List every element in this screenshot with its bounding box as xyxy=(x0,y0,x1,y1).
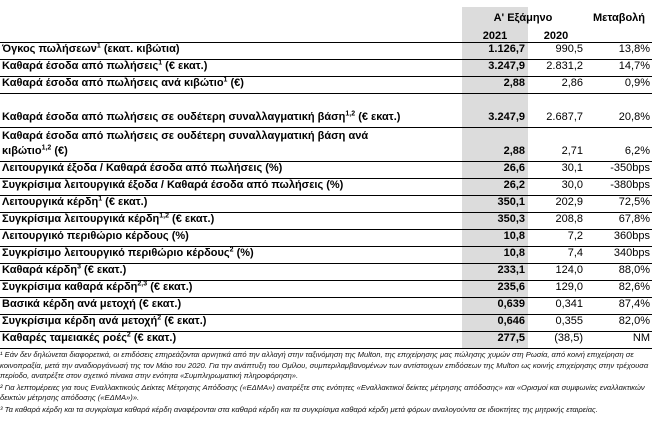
value-2020: 129,0 xyxy=(555,281,583,293)
row-label-text: Καθαρά έσοδα από πωλήσεις ανά κιβώτιο xyxy=(2,77,224,89)
row-label-text: Καθαρά έσοδα από πωλήσεις xyxy=(2,60,159,72)
value-change: 87,4% xyxy=(618,298,650,310)
value-2021: 0,646 xyxy=(497,315,525,327)
footnote-3: ³ Τα καθαρά κέρδη και τα συγκρίσιμα καθαρά κέρδη αναφέρονται στα καθαρά κέρδη και τα συγκρίσιμα καθαρά κέρδη μετά φόρων αναλογούντα σε ιδιοκτήτες της μητρικής εταιρείας. xyxy=(0,404,598,414)
row-label-text: Καθαρά κέρδη xyxy=(2,264,78,276)
row-label-unit: (€ εκατ.) xyxy=(162,60,208,72)
row-label xyxy=(2,195,412,210)
row-divider xyxy=(0,348,652,349)
value-2020: 202,9 xyxy=(555,196,583,208)
value-2021: 26,2 xyxy=(503,179,525,191)
table-row xyxy=(0,246,654,263)
value-change: 82,6% xyxy=(618,281,650,293)
value-change: 67,8% xyxy=(618,213,650,225)
row-label xyxy=(2,161,412,176)
value-2021: 3.247,9 xyxy=(488,60,525,72)
table-row xyxy=(0,263,654,280)
value-2021: 2,88 xyxy=(503,145,525,157)
value-change: 0,9% xyxy=(624,77,650,89)
footnote-ref: 1 xyxy=(158,59,163,67)
footnotes xyxy=(0,350,652,417)
row-label xyxy=(2,331,412,346)
table-row xyxy=(0,229,654,246)
table-row xyxy=(0,42,654,59)
row-label-text: Συγκρίσιμο λειτουργικό περιθώριο κέρδους xyxy=(2,247,230,259)
table-row xyxy=(0,280,654,297)
year-previous-header: 2020 xyxy=(543,30,569,42)
row-label-text: Καθαρά έσοδα από πωλήσεις σε ουδέτερη συναλλαγματική βάση xyxy=(2,111,346,123)
row-label xyxy=(2,297,412,312)
footnote-ref: 3 xyxy=(77,263,81,271)
value-2021: 26,6 xyxy=(503,162,525,174)
row-label-unit: (€ εκατ.) xyxy=(80,264,127,276)
value-2020: 7,4 xyxy=(567,247,583,259)
row-label xyxy=(2,110,412,125)
value-change: -350bps xyxy=(610,162,650,174)
table-row xyxy=(0,161,654,178)
value-2020: 0,341 xyxy=(555,298,583,310)
row-label-unit: (€ εκατ.) xyxy=(147,281,193,293)
value-2021: 350,3 xyxy=(497,213,525,225)
row-label-text: Συγκρίσιμα κέρδη ανά μετοχή xyxy=(2,315,158,327)
row-label xyxy=(2,42,412,57)
value-2020: (38,5) xyxy=(554,332,583,344)
row-label-unit: (€ εκατ.) xyxy=(130,332,177,344)
row-label-unit: (€) xyxy=(51,145,68,157)
table-row xyxy=(0,212,654,229)
footnote-ref: 1 xyxy=(96,42,101,50)
value-change: 13,8% xyxy=(618,43,650,55)
row-label-unit: (%) xyxy=(233,247,254,259)
period-header: Α' Εξάμηνο xyxy=(493,12,553,24)
footnote-ref: 1,2 xyxy=(345,110,356,118)
row-label xyxy=(2,246,412,261)
row-label-text: Όγκος πωλήσεων xyxy=(2,43,97,55)
table-row xyxy=(0,59,654,76)
footnote-ref: 2,3 xyxy=(137,280,148,288)
footnote-1: ¹ Εάν δεν δηλώνεται διαφορετικά, οι επιδόσεις επηρεάζονται αρνητικά από την αλλαγή στην ταξινόμηση της Multon, της επιχείρησης μας πώλησης χυμών στη Ρωσία, από κοινή επιχείρηση σε κοινοπραξία, μετά την αναδιοργάνωσή της τον Μάιο του 2020. Για την ανάπτυξη του Ομίλου, συμπεριλαμβανομένων των αντίστοιχων επιδόσεων της Multon ως κοινής επιχείρησης στην τρέχουσα περίοδο, ανατρέξτε στον σχετικό πίνακα στην ενότητα «Συμπληρωματική πληροφόρηση». xyxy=(0,350,649,381)
table-row xyxy=(0,297,654,314)
value-2020: 30,1 xyxy=(561,162,583,174)
table-row xyxy=(0,93,654,127)
footnote-ref: 1,2 xyxy=(41,144,52,152)
row-label-text: Καθαρές ταμειακές ροές xyxy=(2,332,127,344)
year-current-header: 2021 xyxy=(482,30,508,42)
value-2020: 0,355 xyxy=(555,315,583,327)
value-2021: 233,1 xyxy=(497,264,525,276)
footnote-ref: 1,2 xyxy=(159,212,169,220)
row-label-unit: (εκατ. κιβώτια) xyxy=(100,43,180,55)
value-2021: 350,1 xyxy=(497,196,525,208)
row-label xyxy=(2,280,412,295)
row-label xyxy=(2,314,412,329)
value-2021: 3.247,9 xyxy=(488,111,525,123)
value-change: 82,0% xyxy=(618,315,650,327)
value-2020: 124,0 xyxy=(555,264,583,276)
value-change: -380bps xyxy=(610,179,650,191)
value-2021: 2,88 xyxy=(503,77,525,89)
row-label-text: Λειτουργικά έξοδα / Καθαρά έσοδα από πωλήσεις (%) xyxy=(2,162,283,174)
row-label xyxy=(2,263,412,278)
row-label-unit: (€ εκατ.) xyxy=(168,213,215,225)
row-label xyxy=(2,76,412,91)
table-row xyxy=(0,195,654,212)
value-2021: 10,8 xyxy=(503,230,525,242)
row-label-text: Καθαρά έσοδα από πωλήσεις σε ουδέτερη συναλλαγματική βάση ανά κιβώτιο xyxy=(2,130,369,157)
row-label-text: Βασικά κέρδη ανά μετοχή (€ εκατ.) xyxy=(2,298,182,310)
value-2020: 30,0 xyxy=(561,179,583,191)
value-change: 72,5% xyxy=(618,196,650,208)
footnote-ref: 1 xyxy=(223,76,228,84)
table-row xyxy=(0,127,654,161)
row-label-unit: (€ εκατ.) xyxy=(161,315,207,327)
value-2021: 235,6 xyxy=(497,281,525,293)
value-2020: 990,5 xyxy=(555,43,583,55)
row-label xyxy=(2,129,412,159)
value-2021: 1.126,7 xyxy=(488,43,525,55)
row-label-text: Λειτουργικό περιθώριο κέρδους (%) xyxy=(2,230,189,242)
row-label-unit: (€) xyxy=(227,77,244,89)
value-2020: 2,86 xyxy=(561,77,583,89)
value-2021: 277,5 xyxy=(497,332,525,344)
footnote-ref: 2 xyxy=(126,331,131,339)
row-label-text: Συγκρίσιμα λειτουργικά κέρδη xyxy=(2,213,160,225)
table-row xyxy=(0,314,654,331)
table-row xyxy=(0,331,654,348)
change-header: Μεταβολή xyxy=(592,12,646,24)
value-change: 6,2% xyxy=(624,145,650,157)
row-label-text: Συγκρίσιμα λειτουργικά έξοδα / Καθαρά έσοδα από πωλήσεις (%) xyxy=(2,179,344,191)
footnote-ref: 2 xyxy=(157,314,162,322)
row-label xyxy=(2,59,412,74)
row-label-unit: (€ εκατ.) xyxy=(102,196,148,208)
value-2020: 2.687,7 xyxy=(546,111,583,123)
value-change: 360bps xyxy=(613,230,650,242)
row-label xyxy=(2,229,412,244)
value-2020: 2.831,2 xyxy=(546,60,583,72)
row-label-text: Συγκρίσιμα καθαρά κέρδη xyxy=(2,281,138,293)
value-change: 14,7% xyxy=(618,60,650,72)
value-2020: 2,71 xyxy=(561,145,583,157)
row-label xyxy=(2,212,412,227)
row-label-text: Λειτουργικά κέρδη xyxy=(2,196,99,208)
footnote-ref: 2 xyxy=(229,246,234,254)
row-label-unit: (€ εκατ.) xyxy=(355,111,401,123)
value-2020: 7,2 xyxy=(567,230,583,242)
value-2021: 0,639 xyxy=(497,298,525,310)
value-change: 20,8% xyxy=(618,111,650,123)
row-label xyxy=(2,178,412,193)
value-2021: 10,8 xyxy=(503,247,525,259)
footnote-ref: 1 xyxy=(98,195,103,203)
table-row xyxy=(0,178,654,195)
value-change: 340bps xyxy=(613,247,650,259)
value-change: NM xyxy=(632,332,650,344)
footnote-2: ² Για λεπτομέρειες για τους Εναλλακτικούς Δείκτες Μέτρησης Απόδοσης («ΕΔΜΑ») ανατρέξτε στις ενότητες «Εναλλακτικοί δείκτες μέτρησης απόδοσης» και «Ορισμοί και συμφωνίες εναλλακτικών δεικτών μέτρησης απόδοσης («ΕΔΜΑ»)». xyxy=(0,382,645,403)
value-2020: 208,8 xyxy=(555,213,583,225)
value-change: 88,0% xyxy=(618,264,650,276)
table-row xyxy=(0,76,654,93)
